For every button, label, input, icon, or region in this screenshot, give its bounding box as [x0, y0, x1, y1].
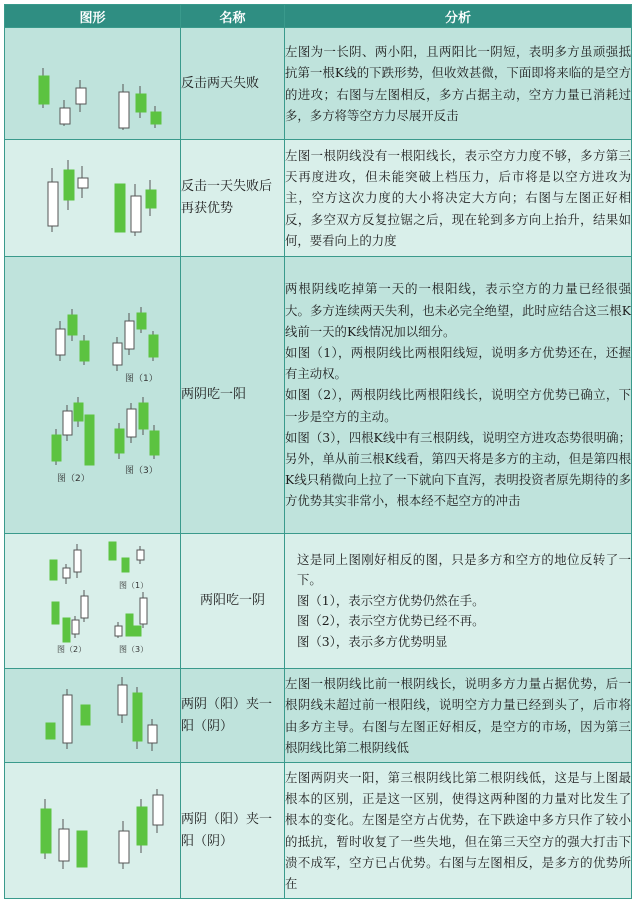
analysis-text: 如图（3），四根K线中有三根阴线，说明空方进攻态势很明确；另外，单从前三根K线看，第四天将是多方的主动，但是第四根K线只稍微向上拉了一下就向下直泻，表明投资者原先期待的多方优势其实非常小，根本经不起空方的冲击 [285, 429, 631, 509]
header-analysis: 分析 [285, 5, 632, 28]
candle-chart-fig1-right [113, 307, 158, 371]
fig-label-2: 图（2） [57, 474, 90, 484]
table-row [5, 140, 632, 257]
pattern-analysis [285, 763, 632, 899]
candlestick-figure [5, 534, 181, 668]
candle-chart-fig3 [115, 592, 147, 638]
candlestick-figure [5, 669, 181, 762]
figure-cell [5, 669, 181, 763]
analysis-text: 左图为一长阴、两小阳，且两阳比一阴短，表明多方虽顽强抵抗第一根K线的下跌形势，但收效甚微，下面即将来临的是空方的进攻；右图与左图相反，多方占据主动，空方力量已消耗过多，多方将等空方力尽展开反击 [285, 44, 631, 123]
table-header [5, 5, 632, 28]
table-row [5, 257, 632, 534]
candle-chart-fig1-left [50, 544, 81, 584]
table-row [5, 534, 632, 669]
table-row [5, 763, 632, 899]
header-figure: 图形 [5, 5, 181, 28]
pattern-name: 两阴（阳）夹一阳（阴） [181, 669, 285, 763]
candle-chart-fig2 [52, 590, 88, 642]
header-name: 名称 [181, 5, 285, 28]
table-row [5, 669, 632, 763]
fig-label-3: 图（3） [119, 645, 149, 654]
analysis-text: 左图两阴夹一阳，第三根阴线比第二根阴线低，这是与上图最根本的区别，正是这一区别，使得这两种图的力量对比发生了根本的变化。左图是空方占优势，在下跌途中多方只作了较小的抵抗，暂时收复了一些失地，但在第三天空方的强大打击下溃不成军，空方已占优势。右图与左图相反，是多方的优势所在 [285, 769, 631, 891]
candle-chart-fig1-right [109, 542, 144, 572]
fig-label-1: 图（1） [125, 374, 158, 384]
analysis-text: 两根阴线吃掉第一天的一根阳线，表示空方的力量已经很强大。多方连续两天失利，也未必完全绝望，此时应结合这三根K线前一天的K线情况加以细分。 [285, 281, 631, 339]
pattern-analysis [285, 669, 632, 763]
pattern-name: 反击一天失败后再获优势 [181, 140, 285, 257]
figure-cell [5, 28, 181, 140]
candle-chart-left [41, 799, 87, 869]
pattern-analysis [285, 257, 632, 534]
candle-chart-left [46, 689, 90, 749]
analysis-text: 图（3），表示多方优势明显 [297, 633, 448, 649]
figure-cell [5, 257, 181, 534]
candle-chart-left [48, 160, 88, 232]
candle-chart-right [118, 677, 157, 751]
pattern-name: 两阳吃一阴 [181, 534, 285, 669]
candle-chart-fig2 [52, 397, 94, 465]
fig-label-1: 图（1） [119, 581, 149, 590]
pattern-name: 两阴吃一阳 [181, 257, 285, 534]
candlestick-figure [5, 140, 181, 256]
analysis-text: 图（1），表示空方优势仍然在手。 [297, 592, 485, 608]
analysis-text: 左图一根阴线没有一根阳线长，表示空方力度不够，多方第三天再度进攻，但未能突破上档压力，后市将是以空方进攻为主，空方这次力度的大小将决定大方向；右图与左图正好相反，多空双方反复拉锯之后，现在轮到多方向上抬升，结果如何，要看向上的力度 [285, 147, 631, 248]
analysis-text: 如图（2），两根阴线比两根阳线长，说明空方优势已确立，下一步是空方的主动。 [285, 387, 631, 424]
pattern-analysis [285, 28, 632, 140]
fig-label-3: 图（3） [125, 466, 158, 476]
candlestick-figure [5, 28, 181, 139]
candlestick-figure [5, 257, 181, 533]
pattern-name: 反击两天失败 [181, 28, 285, 140]
analysis-text: 图（2），表示空方优势已经不再。 [297, 613, 485, 629]
candle-chart-fig3 [115, 397, 159, 459]
candle-chart-right [119, 789, 163, 869]
candle-chart-left [39, 68, 86, 126]
candle-chart-fig1-left [56, 309, 89, 365]
analysis-text: 这是同上图刚好相反的图，只是多方和空方的地位反转了一下。 [297, 551, 631, 588]
figure-cell [5, 763, 181, 899]
analysis-text: 左图一根阴线比前一根阴线长，说明多方力量占据优势，后一根阴线未超过前一根阳线，说明空方力量已经到头了，后市将由多方主导。右图与左图正好相反，是空方的市场，因为第三根阴线比第二根阴线低 [285, 676, 631, 755]
pattern-analysis [285, 534, 632, 669]
figure-cell [5, 140, 181, 257]
pattern-analysis [285, 140, 632, 257]
figure-cell [5, 534, 181, 669]
pattern-name: 两阴（阳）夹一阳（阴） [181, 763, 285, 899]
fig-label-2: 图（2） [57, 645, 87, 654]
analysis-text: 如图（1），两根阴线比两根阳线短，说明多方优势还在，还握有主动权。 [285, 344, 631, 382]
table-row [5, 28, 632, 140]
candlestick-figure [5, 763, 181, 898]
candle-chart-right [115, 180, 156, 236]
candlestick-table [4, 4, 632, 899]
candle-chart-right [119, 84, 161, 130]
